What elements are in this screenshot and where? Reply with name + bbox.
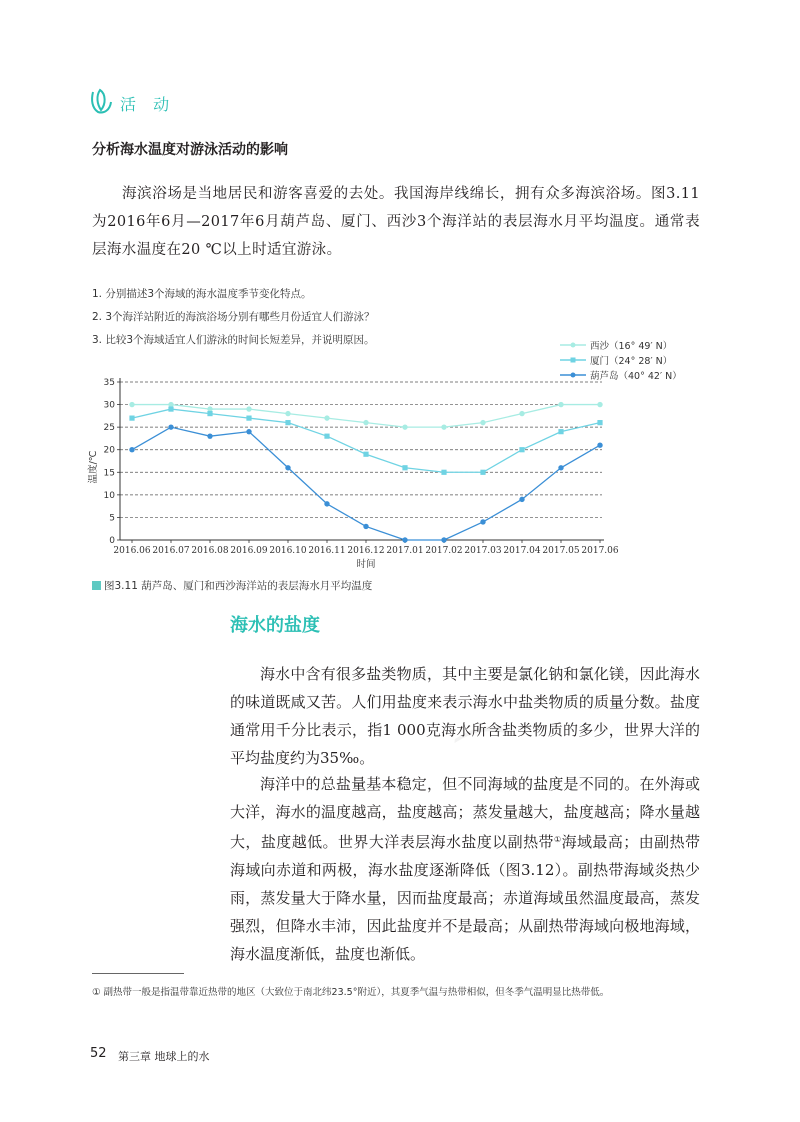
page-number: 52 [90, 1046, 107, 1061]
y-tick-label: 25 [103, 423, 115, 434]
data-point [285, 411, 290, 416]
data-point [558, 429, 563, 434]
figure-caption [92, 578, 372, 593]
section-title: 分析海水温度对游泳活动的影响 [92, 142, 288, 158]
data-point [363, 420, 368, 425]
y-tick-label: 10 [103, 490, 115, 501]
question-2: 2. 3个海洋站附近的海滨浴场分别有哪些月份适宜人们游泳？ [92, 311, 375, 323]
data-point [168, 424, 173, 429]
x-tick-label: 2016.06 [113, 546, 151, 556]
legend-item-xiamen [560, 353, 682, 368]
x-tick-label: 2017.01 [386, 546, 424, 556]
salinity-paragraph-1: 海水中含有很多盐类物质，其中主要是氯化钠和氯化镁，因此海水的味道既咸又苦。人们用盐度来表示海水中盐类物质的质量分数。盐度通常用千分比表示，指1 000克海水所含盐类物质的多少，世界大洋的平均盐度约为35‰。 [230, 665, 700, 767]
data-point [168, 406, 173, 411]
data-point [519, 497, 524, 502]
data-point [207, 433, 212, 438]
legend-label-xisha: 西沙（16° 49′ N） [590, 341, 673, 352]
x-tick-label: 2016.08 [191, 546, 229, 556]
x-tick-label: 2016.07 [152, 546, 190, 556]
x-tick-label: 2017.04 [503, 546, 541, 556]
data-point [363, 524, 368, 529]
y-tick-label: 20 [103, 445, 115, 456]
data-point [519, 411, 524, 416]
data-point [480, 519, 485, 524]
x-tick-label: 2016.10 [269, 546, 307, 556]
footnote-divider [92, 973, 184, 974]
question-3: 3. 比较3个海域适宜人们游泳的时间长短差异，并说明原因。 [92, 334, 375, 346]
data-point [480, 420, 485, 425]
figure-caption-text: 图3.11 葫芦岛、厦门和西沙海洋站的表层海水月平均温度 [104, 580, 373, 592]
data-point [402, 537, 407, 542]
y-tick-label: 15 [103, 468, 115, 479]
x-tick-label: 2016.09 [230, 546, 268, 556]
data-point [597, 402, 602, 407]
x-axis-label: 时间 [356, 559, 376, 570]
data-point [441, 537, 446, 542]
data-point [129, 402, 134, 407]
question-1: 1. 分别描述3个海域的海水温度季节变化特点。 [92, 288, 312, 300]
data-point [207, 411, 212, 416]
data-point [246, 406, 251, 411]
data-point [558, 465, 563, 470]
legend-label-huludao: 葫芦岛（40° 42′ N） [590, 371, 682, 382]
paragraph-2-text-a: 海洋中的总盐量基本稳定，但不同海域的盐度是不同的。在外海或大洋，海水的温度越高，盐度越高；蒸发量越大，盐度越高；降水量越大，盐度越低。世界大洋表层海水盐度以副热带 [230, 775, 700, 851]
intro-paragraph: 海滨浴场是当地居民和游客喜爱的去处。我国海岸线绵长，拥有众多海滨浴场。图3.11为2016年6月—2017年6月葫芦岛、厦门、西沙3个海洋站的表层海水月平均温度。通常表层海水温度在20 ℃以上时适宜游泳。 [92, 186, 700, 258]
legend-item-xisha [560, 338, 682, 353]
y-tick-label: 5 [109, 513, 115, 524]
salinity-paragraph-2 [230, 770, 700, 968]
data-point [402, 424, 407, 429]
data-point [558, 402, 563, 407]
data-point [597, 420, 602, 425]
x-tick-label: 2017.06 [581, 546, 619, 556]
series-line-1 [132, 409, 600, 472]
data-point [441, 424, 446, 429]
data-point [246, 429, 251, 434]
data-point [597, 443, 602, 448]
x-tick-label: 2016.11 [308, 546, 346, 556]
data-point [285, 420, 290, 425]
y-axis-label: 温度/℃ [88, 450, 99, 484]
x-tick-label: 2017.02 [425, 546, 463, 556]
data-point [246, 416, 251, 421]
data-point [519, 447, 524, 452]
data-point [324, 434, 329, 439]
footnote-marker: ① [553, 835, 562, 844]
legend-line-circle-icon [560, 340, 586, 350]
x-tick-label: 2017.05 [542, 546, 580, 556]
data-point [441, 470, 446, 475]
caption-square-icon [92, 581, 101, 590]
data-point [480, 470, 485, 475]
data-point [324, 415, 329, 420]
data-point [129, 416, 134, 421]
salinity-heading: 海水的盐度 [230, 615, 320, 636]
x-tick-label: 2017.03 [464, 546, 502, 556]
data-point [324, 501, 329, 506]
chapter-label: 第三章 地球上的水 [118, 1050, 210, 1063]
activity-title: 活 动 [120, 95, 176, 114]
x-tick-label: 2016.12 [347, 546, 385, 556]
data-point [402, 465, 407, 470]
data-point [207, 406, 212, 411]
data-point [129, 447, 134, 452]
series-line-2 [132, 427, 600, 540]
data-point [168, 402, 173, 407]
watermark: ⁀ [444, 726, 504, 804]
temperature-line-chart [80, 368, 640, 573]
data-point [363, 452, 368, 457]
y-tick-label: 35 [103, 378, 115, 388]
y-tick-label: 0 [109, 536, 115, 546]
data-point [285, 465, 290, 470]
y-tick-label: 30 [103, 400, 115, 411]
legend-label-xiamen: 厦门（24° 28′ N） [590, 356, 673, 367]
legend-line-square-icon [560, 355, 586, 365]
activity-leaf-icon [88, 88, 114, 116]
paragraph-2-text-b: 海域最高；由副热带海域向赤道和两极，海水盐度逐渐降低（图3.12）。副热带海域炎热少雨，蒸发量大于降水量，因而盐度最高；赤道海域虽然温度最高，蒸发强烈，但降水丰沛，因此盐度并不是最高；从副热带海域向极地海域，海水温度渐低，盐度也渐低。 [230, 833, 700, 963]
footnote: ① 副热带一般是指温带靠近热带的地区（大致位于南北纬23.5°附近），其夏季气温与热带相似，但冬季气温明显比热带低。 [92, 987, 610, 998]
